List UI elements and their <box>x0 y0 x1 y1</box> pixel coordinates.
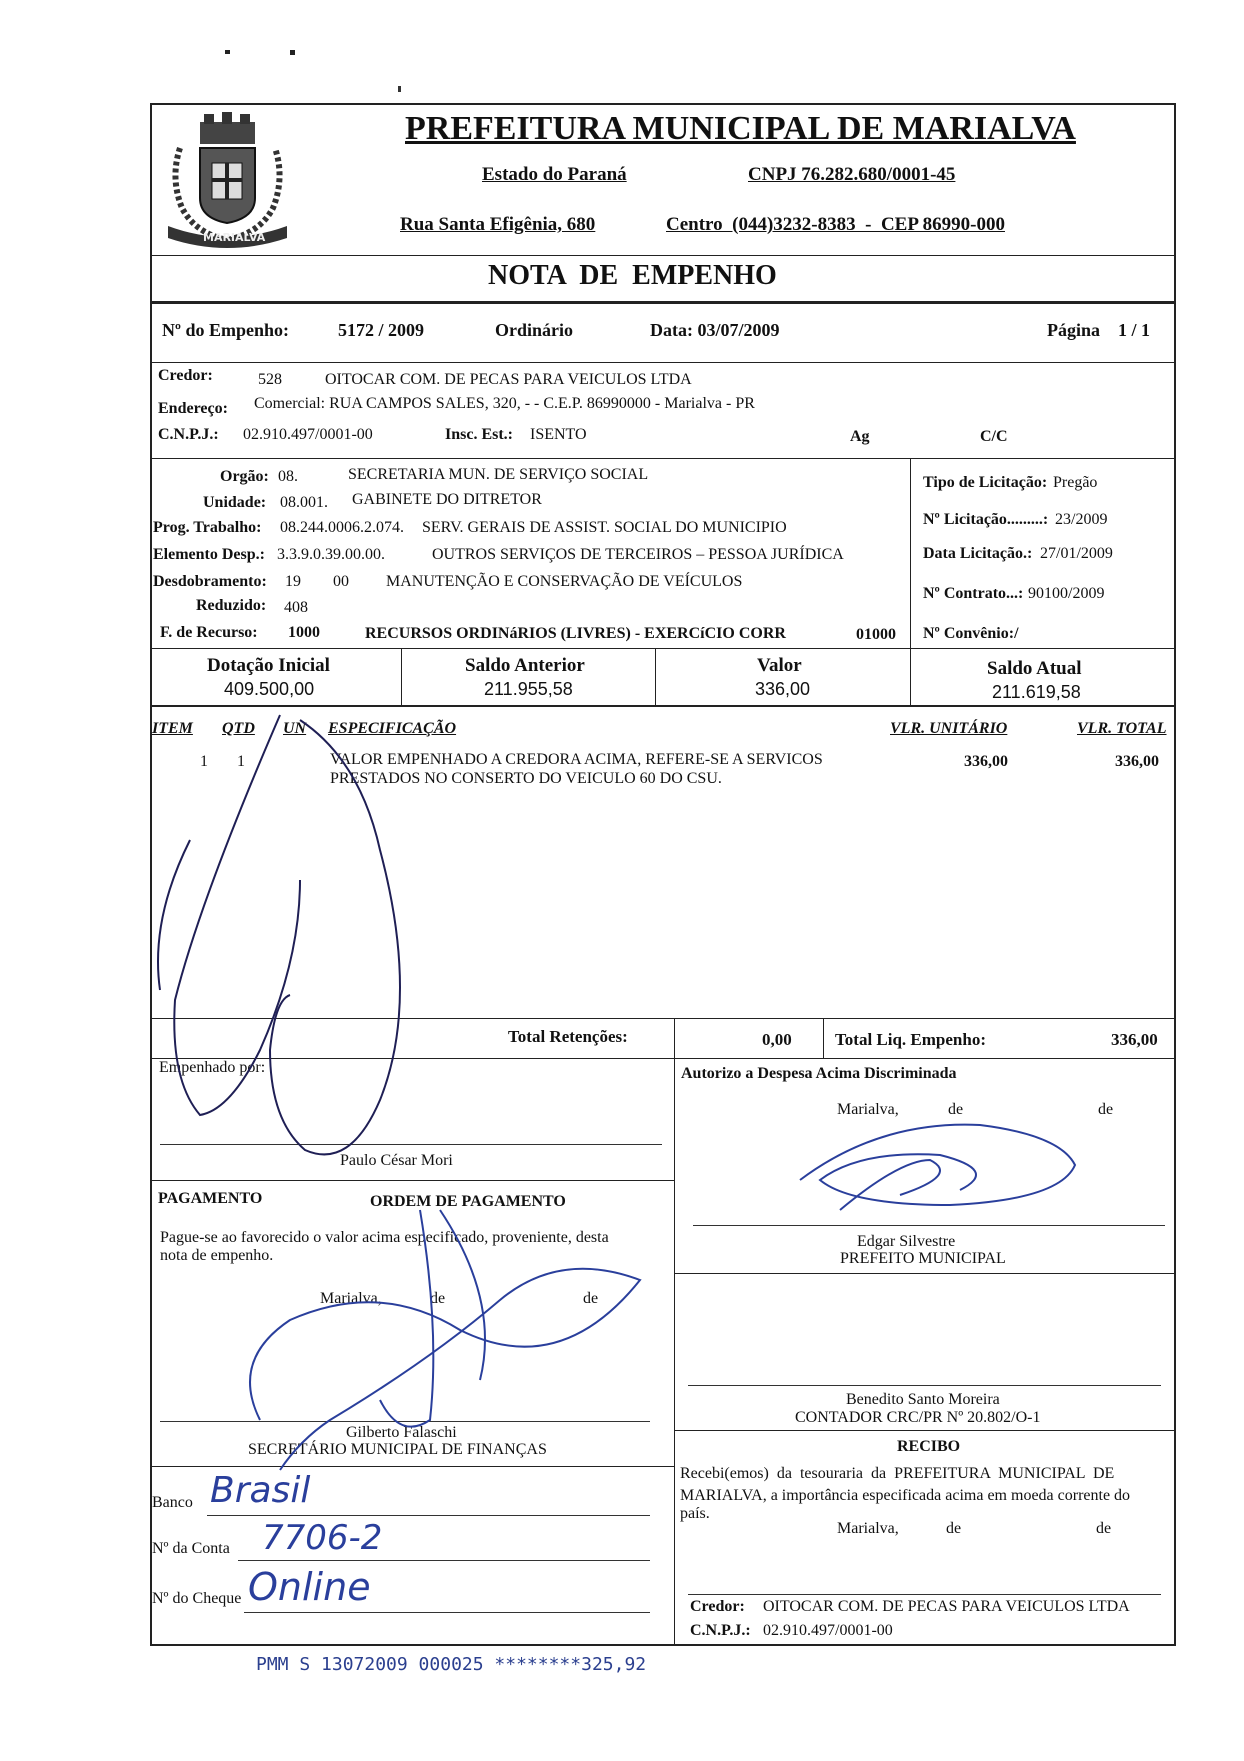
recibo-text-line-3: país. <box>680 1505 710 1522</box>
pagamento-text-line-2: nota de empenho. <box>160 1247 274 1264</box>
col-qtd: QTD <box>222 720 255 737</box>
payment-stamp: PMM S 13072009 000025 ********325,92 <box>256 1654 647 1675</box>
divider <box>401 648 402 705</box>
empenhado-por-name: Paulo César Mori <box>340 1152 453 1169</box>
saldo-atual-value: 211.619,58 <box>992 682 1081 702</box>
divider <box>674 1430 1176 1431</box>
total-liquido-value: 336,00 <box>1111 1030 1158 1049</box>
divider <box>150 362 1176 363</box>
unidade-label: Unidade: <box>203 494 267 511</box>
prog-code: 08.244.0006.2.074. <box>280 519 404 536</box>
divider <box>910 458 911 648</box>
banco-line <box>207 1515 650 1516</box>
state-label: Estado do Paraná <box>482 164 627 185</box>
cnpj-header: CNPJ 76.282.680/0001-45 <box>748 164 956 185</box>
empenhado-por-label: Empenhado por: <box>159 1059 266 1076</box>
contrato-value: 90100/2009 <box>1028 585 1105 602</box>
divider <box>674 1058 675 1646</box>
saldo-anterior-value: 211.955,58 <box>484 679 573 699</box>
recibo-text-line-2: MARIALVA, a importância especificada acima em moeda corrente do <box>680 1487 1131 1504</box>
divider <box>674 1273 1176 1274</box>
valor-value: 336,00 <box>755 679 811 699</box>
row-description-line-1: VALOR EMPENHADO A CREDORA ACIMA, REFERE-SE A SERVICOS <box>330 751 823 768</box>
cheque-label: Nº do Cheque <box>152 1590 242 1607</box>
crest-ribbon-label: MARIALVA <box>203 231 266 244</box>
credor-code: 528 <box>258 371 282 388</box>
licitacao-data-value: 27/01/2009 <box>1040 545 1113 562</box>
cheque-handwritten: Online <box>248 1565 371 1609</box>
contrato-label: Nº Contrato...: <box>923 585 1024 602</box>
autorizo-label: Autorizo a Despesa Acima Discriminada <box>681 1065 957 1082</box>
page-label: Página <box>1047 320 1101 340</box>
conta-corrente-label: C/C <box>980 428 1008 445</box>
licitacao-tipo-value: Pregão <box>1053 474 1098 491</box>
divider <box>150 1466 674 1467</box>
col-un: UN <box>283 720 307 737</box>
signature-line <box>160 1421 650 1422</box>
divider <box>655 648 656 705</box>
signature-line <box>693 1225 1165 1226</box>
fonte-label: F. de Recurso: <box>160 624 258 641</box>
signature-line <box>688 1385 1161 1386</box>
saldo-atual-label: Saldo Atual <box>987 658 1082 679</box>
scan-speck <box>225 50 230 54</box>
secretario-name: Gilberto Falaschi <box>346 1424 457 1441</box>
recibo-cnpj: 02.910.497/0001-00 <box>763 1622 893 1639</box>
secretario-title: SECRETÁRIO MUNICIPAL DE FINANÇAS <box>248 1441 547 1458</box>
signature-line <box>688 1594 1161 1595</box>
prog-name: SERV. GERAIS DE ASSIST. SOCIAL DO MUNICIPIO <box>422 519 787 536</box>
row-vlr-unitario: 336,00 <box>964 753 1008 770</box>
reduzido-label: Reduzido: <box>196 597 267 614</box>
licitacao-num-label: Nº Licitação.........: <box>923 511 1049 528</box>
desdobramento-label: Desdobramento: <box>153 573 267 590</box>
agencia-label: Ag <box>850 428 870 445</box>
dotacao-label: Dotação Inicial <box>207 655 330 676</box>
prog-label: Prog. Trabalho: <box>153 519 262 536</box>
divider <box>150 648 1176 649</box>
pagamento-label: PAGAMENTO <box>158 1190 263 1207</box>
saldo-anterior-label: Saldo Anterior <box>465 655 585 676</box>
insc-label: Insc. Est.: <box>445 426 514 443</box>
document-title: NOTA DE EMPENHO <box>488 260 777 291</box>
contador-name: Benedito Santo Moreira <box>846 1391 1000 1408</box>
divider <box>150 458 1176 459</box>
contador-title: CONTADOR CRC/PR Nº 20.802/O-1 <box>795 1409 1041 1426</box>
pagamento-text-line-1: Pague-se ao favorecido o valor acima especificado, proveniente, desta <box>160 1229 609 1246</box>
orgao-label: Orgão: <box>220 468 269 485</box>
prefeito-name: Edgar Silvestre <box>857 1233 956 1250</box>
desdobramento-a: 19 <box>285 573 301 590</box>
total-retencoes-value: 0,00 <box>762 1030 792 1049</box>
total-liquido-label: Total Liq. Empenho: <box>835 1030 986 1049</box>
conta-line <box>238 1560 650 1561</box>
elemento-code: 3.3.9.0.39.00.00. <box>277 546 385 563</box>
credor-address: Comercial: RUA CAMPOS SALES, 320, - - C.E.P. 86990000 - Marialva - PR <box>254 395 755 412</box>
recibo-de-1: de <box>946 1520 962 1537</box>
unidade-code: 08.001. <box>280 494 328 511</box>
col-vlr-unitario: VLR. UNITÁRIO <box>890 720 1008 737</box>
divider <box>150 705 1176 707</box>
conta-handwritten: 7706-2 <box>262 1518 383 1558</box>
page-title: PREFEITURA MUNICIPAL DE MARIALVA <box>405 110 1076 147</box>
licitacao-num-value: 23/2009 <box>1055 511 1108 528</box>
row-qtd: 1 <box>237 753 245 770</box>
desdobramento-b: 00 <box>333 573 349 590</box>
recibo-cnpj-label: C.N.P.J.: <box>690 1622 751 1639</box>
cnpj-label: C.N.P.J.: <box>158 426 219 443</box>
pagamento-de-2: de <box>583 1290 599 1307</box>
recibo-title: RECIBO <box>897 1438 961 1455</box>
divider <box>150 301 1176 304</box>
recibo-credor-name: OITOCAR COM. DE PECAS PARA VEICULOS LTDA <box>763 1598 1130 1615</box>
dotacao-value: 409.500,00 <box>224 679 315 699</box>
prefeito-title: PREFEITO MUNICIPAL <box>840 1250 1006 1267</box>
fonte-number: 01000 <box>856 626 896 643</box>
fonte-code: 1000 <box>288 624 320 641</box>
credor-cnpj: 02.910.497/0001-00 <box>243 426 373 443</box>
banco-handwritten: Brasil <box>210 1470 311 1511</box>
divider <box>150 1018 1176 1019</box>
valor-label: Valor <box>757 655 802 676</box>
desdobramento-name: MANUTENÇÃO E CONSERVAÇÃO DE VEÍCULOS <box>386 573 743 590</box>
date-de-1: de <box>948 1101 964 1118</box>
page-number: 1 / 1 <box>1118 320 1151 340</box>
reduzido-code: 408 <box>284 599 308 616</box>
address-contact: Centro (044)3232-8383 - CEP 86990-000 <box>666 214 1005 235</box>
divider <box>150 1058 1176 1059</box>
total-retencoes-label: Total Retenções: <box>508 1027 628 1046</box>
licitacao-tipo-label: Tipo de Licitação: <box>923 474 1048 491</box>
empenho-type: Ordinário <box>495 320 574 340</box>
elemento-name: OUTROS SERVIÇOS DE TERCEIROS – PESSOA JURÍDICA <box>432 546 844 563</box>
cheque-line <box>244 1612 650 1613</box>
divider <box>150 1180 674 1181</box>
street-address: Rua Santa Efigênia, 680 <box>400 214 596 235</box>
insc-value: ISENTO <box>530 426 587 443</box>
empenho-date: Data: 03/07/2009 <box>650 320 780 340</box>
endereco-label: Endereço: <box>158 400 228 417</box>
credor-label: Credor: <box>158 367 213 384</box>
municipal-crest <box>160 108 295 258</box>
divider <box>674 1018 675 1058</box>
ordem-pagamento-label: ORDEM DE PAGAMENTO <box>370 1193 566 1210</box>
divider <box>150 255 1176 256</box>
scan-speck <box>398 86 401 92</box>
recibo-text-line-1: Recebi(emos) da tesouraria da PREFEITURA MUNICIPAL DE <box>680 1465 1115 1482</box>
recibo-marialva: Marialva, <box>837 1520 899 1537</box>
unidade-name: GABINETE DO DITRETOR <box>352 491 542 508</box>
date-de-2: de <box>1098 1101 1114 1118</box>
convenio-label: Nº Convênio:/ <box>923 625 1019 642</box>
recibo-de-2: de <box>1096 1520 1112 1537</box>
pagamento-de-1: de <box>430 1290 446 1307</box>
signature-line <box>160 1144 662 1145</box>
scan-speck <box>290 50 295 55</box>
row-vlr-total: 336,00 <box>1115 753 1159 770</box>
banco-label: Banco <box>152 1494 193 1511</box>
licitacao-data-label: Data Licitação.: <box>923 545 1033 562</box>
row-item: 1 <box>200 753 208 770</box>
row-description-line-2: PRESTADOS NO CONSERTO DO VEICULO 60 DO CSU. <box>330 770 722 787</box>
recibo-credor-label: Credor: <box>690 1598 745 1615</box>
col-item: ITEM <box>152 720 193 737</box>
elemento-label: Elemento Desp.: <box>153 546 265 563</box>
fonte-name: RECURSOS ORDINáRIOS (LIVRES) - EXERCíCIO CORR <box>365 625 786 642</box>
conta-label: Nº da Conta <box>152 1540 230 1557</box>
divider <box>910 648 911 705</box>
pagamento-marialva: Marialva, <box>320 1290 382 1307</box>
divider <box>823 1018 824 1058</box>
marialva-date-label: Marialva, <box>837 1101 899 1118</box>
orgao-code: 08. <box>278 468 298 485</box>
credor-name: OITOCAR COM. DE PECAS PARA VEICULOS LTDA <box>325 371 692 388</box>
col-vlr-total: VLR. TOTAL <box>1077 720 1167 737</box>
empenho-number: 5172 / 2009 <box>338 320 425 340</box>
empenho-number-label: Nº do Empenho: <box>162 320 289 340</box>
orgao-name: SECRETARIA MUN. DE SERVIÇO SOCIAL <box>348 466 649 483</box>
col-especificacao: ESPECIFICAÇÃO <box>328 720 457 737</box>
